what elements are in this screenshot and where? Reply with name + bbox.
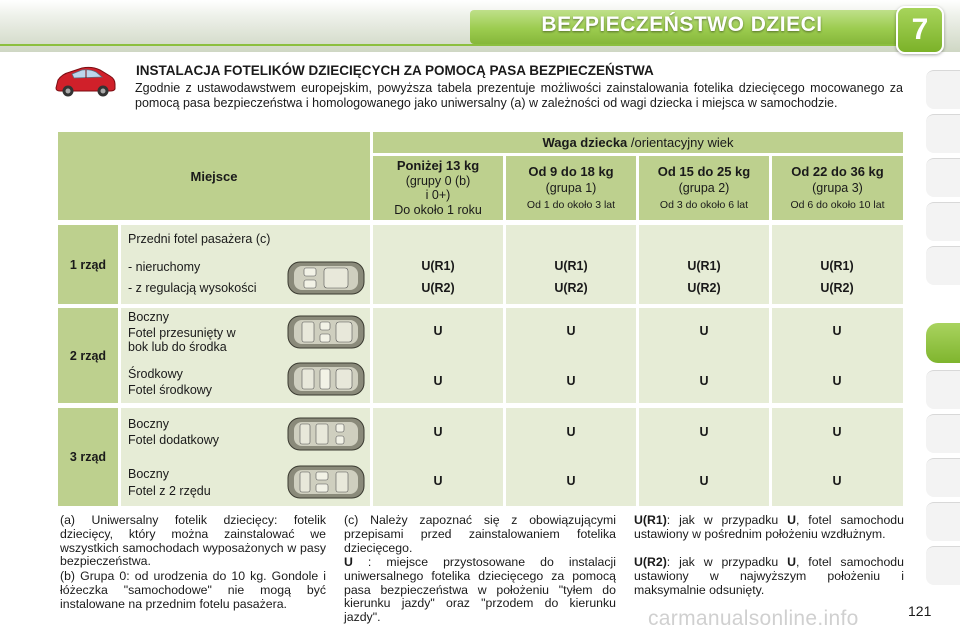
compat-value: U — [699, 425, 709, 439]
legend-r1-label: U(R1) — [634, 513, 667, 527]
side-tab[interactable] — [926, 370, 960, 409]
legend-r2-text: , fotel samochodu ustawiony w najwyższym położeniu i maksymalnie odsunięty. — [634, 555, 904, 597]
legend-u-label: U — [344, 555, 353, 569]
seat-title: Przedni fotel pasażera (c) — [128, 232, 271, 246]
legend-r2-label: U(R2) — [634, 555, 667, 569]
car-seat-diagram-icon — [286, 313, 366, 351]
weight-header-cell — [373, 132, 903, 153]
compat-value: U — [699, 474, 709, 488]
legend-r2 — [634, 556, 904, 597]
watermark: carmanualsonline.info — [648, 607, 859, 630]
group-age: Od 6 do około 10 lat — [790, 198, 885, 211]
compat-value: U(R2) — [820, 281, 854, 295]
compat-value: U — [433, 474, 443, 488]
footnote-c: (c) Należy zapoznać się z obowiązującymi przepisami przed zainstalowaniem fotelika dziecięcego. — [344, 513, 616, 555]
seat-cell — [121, 308, 370, 403]
group-header-1 — [506, 156, 636, 220]
intro-paragraph: Zgodnie z ustawodawstwem europejskim, powyższa tabela prezentuje możliwości zainstalowania fotelika dziecięcego mocowanego za pomocą pasa bezpieczeństwa i homologowanego jako uniwersalny (a) w zależności od wagi dziecka i miejsca w samochodzie. — [135, 81, 903, 110]
compat-value: U — [433, 324, 443, 338]
compat-value: U — [832, 474, 842, 488]
row-label: 1 rząd — [69, 257, 107, 272]
compat-value: U — [832, 374, 842, 388]
compat-value: U(R1) — [687, 259, 721, 273]
footnote-a: (a) Uniwersalny fotelik dziecięcy: fotelik dziecięcy, który można zainstalować we wszystkich samochodach wyposażonych w pasy bezpieczeństwa. — [60, 513, 326, 569]
weight-header — [543, 135, 734, 150]
side-tab[interactable] — [926, 114, 960, 153]
group-age: Do około 1 roku — [394, 202, 482, 217]
value-cell — [506, 408, 636, 506]
compat-value: U — [566, 324, 576, 338]
footnote-b: (b) Grupa 0: od urodzenia do 10 kg. Gondole i łóżeczka "samochodowe" nie mogą być instalowane na przednim fotelu pasażera. — [60, 569, 326, 611]
legend-r1 — [634, 514, 904, 542]
car-seat-diagram-icon — [286, 463, 366, 501]
group-age: Od 1 do około 3 lat — [526, 198, 616, 211]
legend-u-text: : miejsce przystosowane do instalacji uniwersalnego fotelika dziecięcego za pomocą pasa bezpieczeństwa w położeniu "tyłem do kierunku jazdy" oraz "przodem do kierunku jazdy". — [344, 555, 616, 625]
car-seat-diagram-icon — [286, 415, 366, 453]
side-tab[interactable] — [926, 502, 960, 541]
compat-value: U(R2) — [687, 281, 721, 295]
compat-value: U(R2) — [421, 281, 455, 295]
value-cell — [639, 308, 769, 403]
compat-value: U — [566, 374, 576, 388]
red-car-icon — [52, 62, 118, 100]
seat-desc: Fotel przesunięty w — [128, 326, 236, 340]
seat-desc: Fotel dodatkowy — [128, 433, 220, 447]
side-tab[interactable] — [926, 70, 960, 109]
side-tab[interactable] — [926, 414, 960, 453]
compat-value: U(R1) — [421, 259, 455, 273]
seat-desc: Środkowy — [128, 367, 183, 381]
legend-u — [344, 556, 616, 625]
group-number: (grupa 1) — [545, 180, 597, 195]
seat-desc: Boczny — [128, 310, 169, 324]
legend-r1-text: : jak w przypadku — [666, 513, 788, 527]
row-label: 2 rząd — [69, 348, 107, 363]
legend-r1-text: , fotel samochodu ustawiony w pośrednim położeniu wzdłużnym. — [634, 513, 904, 541]
seat-desc: - nieruchomy — [128, 260, 201, 274]
value-cell — [506, 308, 636, 403]
legend-r2-text: : jak w przypadku — [666, 555, 788, 569]
group-header-2 — [639, 156, 769, 220]
page-title: BEZPIECZEŃSTWO DZIECI — [541, 13, 823, 36]
compat-value: U — [699, 374, 709, 388]
page-number: 121 — [908, 603, 932, 619]
value-cell — [639, 408, 769, 506]
group-number: (grupa 2) — [678, 180, 730, 195]
group-number-cont: i 0+) — [425, 188, 451, 202]
group-weight: Od 15 do 25 kg — [657, 163, 751, 179]
seat-cell — [121, 408, 370, 506]
place-header-cell — [58, 132, 370, 220]
row-label-cell — [58, 408, 118, 506]
weight-header-label: Waga dziecka — [542, 135, 628, 150]
group-age: Od 3 do około 6 lat — [659, 198, 749, 211]
side-tab[interactable] — [926, 202, 960, 241]
seat-desc: - z regulacją wysokości — [128, 281, 257, 295]
side-tab[interactable] — [926, 246, 960, 285]
group-number: (grupa 3) — [812, 180, 863, 195]
group-weight: Od 9 do 18 kg — [528, 163, 614, 179]
compat-value: U — [566, 474, 576, 488]
weight-header-note: /orientacyjny wiek — [627, 135, 734, 150]
group-weight: Poniżej 13 kg — [396, 158, 480, 173]
seat-desc: Fotel środkowy — [128, 383, 213, 397]
chapter-badge: 7 — [896, 6, 944, 54]
compat-value: U — [832, 425, 842, 439]
seat-desc: bok lub do środka — [128, 340, 227, 354]
side-tab[interactable] — [926, 158, 960, 197]
car-seat-diagram-icon — [286, 259, 366, 297]
compat-value: U(R1) — [554, 259, 588, 273]
compat-value: U — [433, 425, 443, 439]
compat-value: U — [699, 324, 709, 338]
seat-desc: Boczny — [128, 417, 169, 431]
group-weight: Od 22 do 36 kg — [791, 163, 884, 179]
side-tab[interactable] — [926, 458, 960, 497]
value-cell — [772, 308, 903, 403]
side-tab-active[interactable] — [926, 323, 960, 363]
place-header: Miejsce — [190, 168, 238, 184]
value-cell — [772, 408, 903, 506]
compat-value: U — [832, 324, 842, 338]
value-cell — [373, 308, 503, 403]
seat-desc: Boczny — [128, 467, 169, 481]
section-title: INSTALACJA FOTELIKÓW DZIECIĘCYCH ZA POMOCĄ PASA BEZPIECZEŃSTWA — [136, 63, 654, 78]
compat-value: U — [566, 425, 576, 439]
group-header-3 — [772, 156, 903, 220]
row-label-cell — [58, 308, 118, 403]
compat-value: U(R2) — [554, 281, 588, 295]
seat-cell — [121, 225, 370, 304]
row-label-cell — [58, 225, 118, 304]
legend-r2-u: U — [787, 555, 796, 569]
group-number: (grupy 0 (b) — [405, 173, 471, 188]
legend-r1-u: U — [787, 513, 796, 527]
group-header-0 — [373, 156, 503, 220]
compat-value: U(R1) — [820, 259, 854, 273]
car-seat-diagram-icon — [286, 360, 366, 398]
compat-value: U — [433, 374, 443, 388]
side-tab[interactable] — [926, 546, 960, 585]
row-label: 3 rząd — [69, 450, 107, 464]
value-cell — [373, 408, 503, 506]
seat-desc: Fotel z 2 rzędu — [128, 484, 211, 498]
header-divider — [0, 44, 940, 46]
